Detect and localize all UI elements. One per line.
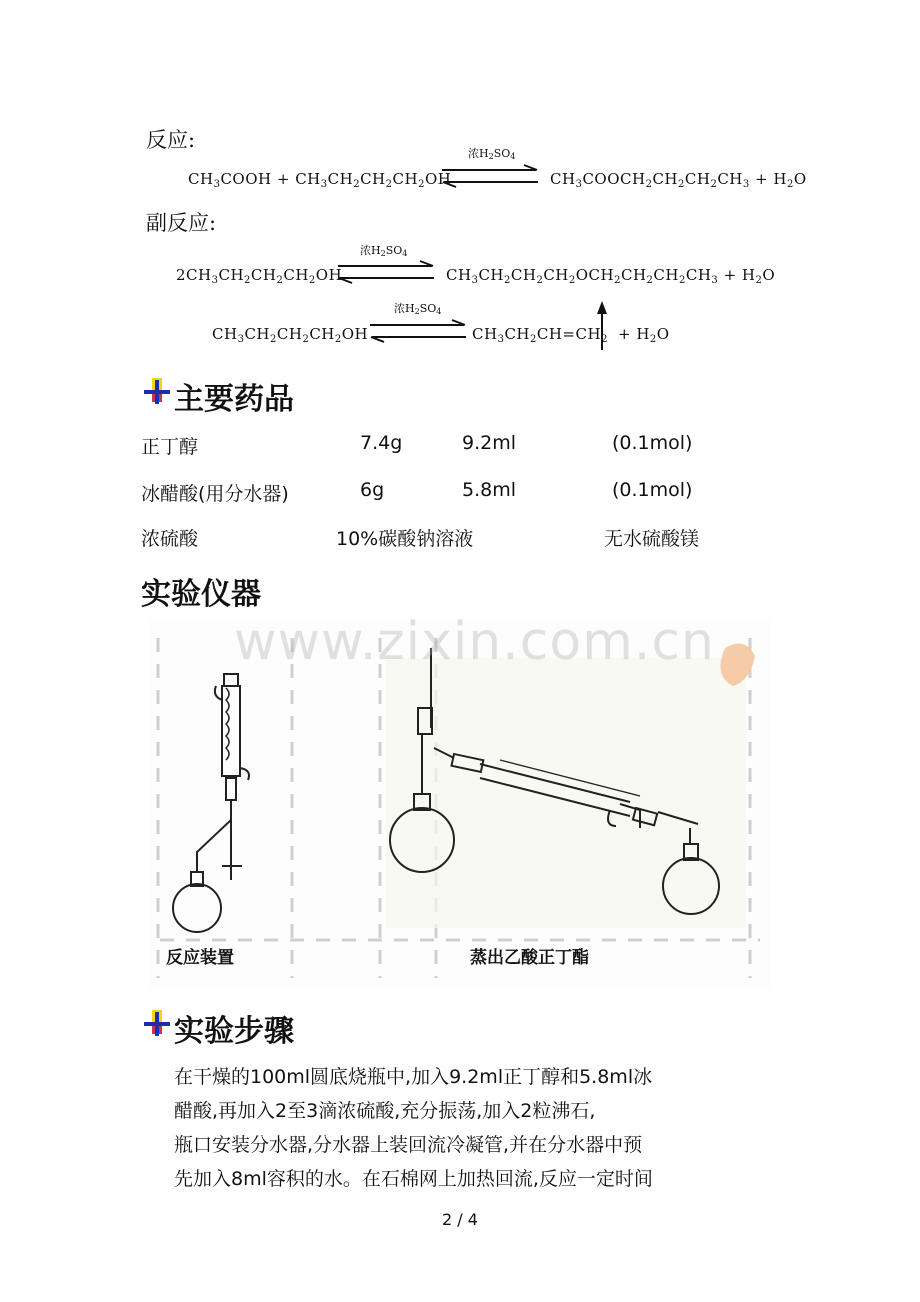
side-reaction-2-right: $CH_3CH_2CH=CH_2$ [472, 325, 608, 345]
reagent-name: 无水硫酸镁 [604, 528, 700, 550]
reagent-moles: (0.1mol) [612, 432, 693, 454]
side-reaction-2-catalyst: 浓$H_2SO_4$ [394, 302, 442, 316]
bullet-icon [142, 376, 172, 406]
procedure-line: 先加入8ml容积的水。在石棉网上加热回流,反应一定时间 [174, 1168, 653, 1190]
reaction-catalyst: 浓$H_2SO_4$ [468, 147, 516, 161]
equilibrium-arrows [440, 162, 544, 190]
reagent-name: 正丁醇 [141, 436, 199, 458]
reagent-volume: 9.2ml [462, 432, 517, 454]
page-number: 2 / 4 [442, 1210, 478, 1229]
procedure-heading: 实验步骤 [174, 1014, 294, 1049]
procedure-line: 瓶口安装分水器,分水器上装回流冷凝管,并在分水器中预 [174, 1134, 643, 1156]
apparatus-figure [150, 612, 770, 990]
reagents-heading: 主要药品 [174, 382, 294, 417]
reagent-name: 10%碳酸钠溶液 [336, 528, 474, 550]
reaction-label: 反应: [146, 128, 196, 152]
side-reaction-2-arrows [368, 317, 472, 345]
apparatus-drawing [150, 618, 770, 990]
side-reaction-2-extra: + $H_2O$ [618, 325, 670, 345]
caption-reaction-setup: 反应装置 [166, 948, 234, 968]
reagent-volume: 5.8ml [462, 479, 517, 501]
reaction-left: $CH_3COOH + CH_3CH_2CH_2CH_2OH$ [188, 170, 452, 190]
reagent-name: 冰醋酸(用分水器) [141, 483, 289, 505]
side-reaction-1-catalyst: 浓$H_2SO_4$ [360, 244, 408, 258]
bullet-icon [142, 1008, 172, 1038]
side-reaction-1-arrows [336, 258, 440, 286]
reagent-mass: 7.4g [360, 432, 403, 454]
reagent-name: 浓硫酸 [141, 528, 199, 550]
reagent-mass: 6g [360, 479, 385, 501]
gas-up-arrow-icon [594, 300, 610, 352]
side-reaction-1-right: $CH_3CH_2CH_2CH_2OCH_2CH_2CH_2CH_3 + H_2O$ [446, 266, 776, 286]
procedure-line: 在干燥的100ml圆底烧瓶中,加入9.2ml正丁醇和5.8ml冰 [174, 1066, 653, 1088]
apparatus-heading: 实验仪器 [141, 577, 261, 612]
procedure-line: 醋酸,再加入2至3滴浓硫酸,充分振荡,加入2粒沸石, [174, 1100, 596, 1122]
side-reaction-2-left: $CH_3CH_2CH_2CH_2OH$ [212, 325, 369, 345]
watermark: www.zixin.com.cn [234, 612, 715, 672]
side-reaction-label: 副反应: [146, 211, 217, 235]
reaction-right: $CH_3COOCH_2CH_2CH_2CH_3 + H_2O$ [550, 170, 807, 190]
reagent-moles: (0.1mol) [612, 479, 693, 501]
procedure-paragraph [174, 1060, 784, 1196]
caption-distillation: 蒸出乙酸正丁酯 [470, 948, 589, 968]
side-reaction-1-left: $2CH_3CH_2CH_2CH_2OH$ [176, 266, 343, 286]
